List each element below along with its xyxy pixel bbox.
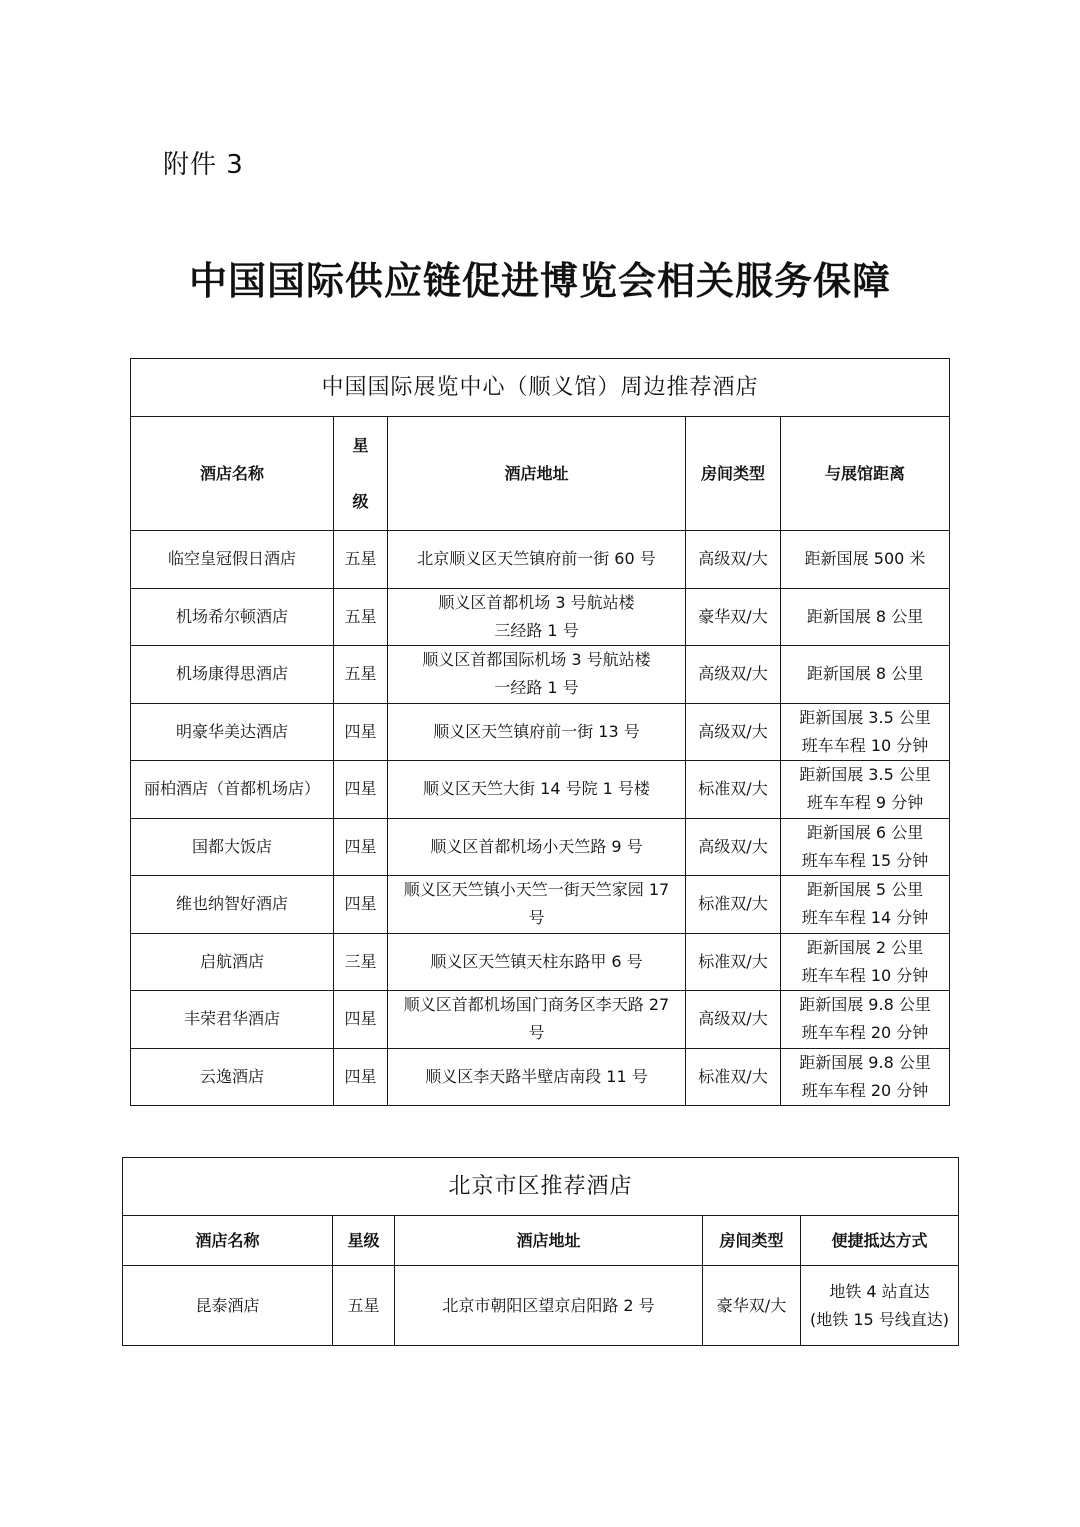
hotel-name-cell: 云逸酒店 — [131, 1048, 334, 1106]
hotel-name-cell: 机场康得思酒店 — [131, 646, 334, 704]
distance-cell — [781, 646, 950, 704]
star-level-cell: 四星 — [334, 991, 388, 1049]
address-cell-line: 顺义区首都国际机场 3 号航站楼 — [422, 650, 651, 670]
star-level-cell: 五星 — [334, 588, 388, 646]
table-row — [131, 646, 950, 704]
room-type-cell: 高级双/大 — [686, 646, 781, 704]
hotel-name-cell: 国都大饭店 — [131, 818, 334, 876]
distance-cell — [781, 588, 950, 646]
address-cell — [388, 588, 686, 646]
room-type-cell: 标准双/大 — [686, 933, 781, 991]
table-row — [131, 991, 950, 1049]
star-level-cell: 五星 — [333, 1266, 395, 1346]
address-cell — [388, 818, 686, 876]
table-row — [131, 588, 950, 646]
room-type-cell: 标准双/大 — [686, 876, 781, 934]
hotel-name-cell: 临空皇冠假日酒店 — [131, 531, 334, 589]
attachment-label: 附件 3 — [163, 150, 244, 180]
header-address: 酒店地址 — [388, 417, 686, 531]
address-cell-line: 三经路 1 号 — [494, 620, 579, 640]
room-type-cell: 豪华双/大 — [703, 1266, 801, 1346]
distance-cell — [781, 703, 950, 761]
header-star-bottom: 级 — [352, 491, 369, 511]
address-cell-line: 号 — [528, 908, 545, 928]
address-cell-line: 顺义区首都机场小天竺路 9 号 — [430, 836, 643, 856]
room-type-cell: 标准双/大 — [686, 1048, 781, 1106]
header-address: 酒店地址 — [395, 1216, 703, 1266]
distance-cell-line: 距新国展 3.5 公里 — [799, 707, 931, 727]
distance-cell — [781, 761, 950, 819]
distance-cell — [781, 876, 950, 934]
address-cell — [388, 991, 686, 1049]
table-row — [131, 876, 950, 934]
address-cell — [395, 1266, 703, 1346]
hotel-name-cell: 昆泰酒店 — [123, 1266, 333, 1346]
header-distance: 与展馆距离 — [781, 417, 950, 531]
access-cell-line: (地铁 15 号线直达) — [810, 1309, 950, 1329]
address-cell — [388, 531, 686, 589]
star-level-cell: 三星 — [334, 933, 388, 991]
header-hotel-name: 酒店名称 — [123, 1216, 333, 1266]
address-cell — [388, 933, 686, 991]
hotel-name-cell: 机场希尔顿酒店 — [131, 588, 334, 646]
address-cell-line: 一经路 1 号 — [494, 678, 579, 698]
address-cell-line: 号 — [528, 1023, 545, 1043]
header-room-type: 房间类型 — [703, 1216, 801, 1266]
distance-cell-line: 距新国展 8 公里 — [806, 664, 924, 684]
hotel-name-cell: 丰荣君华酒店 — [131, 991, 334, 1049]
distance-cell-line: 班车车程 9 分钟 — [806, 793, 924, 813]
star-level-cell: 五星 — [334, 646, 388, 704]
access-cell-line: 地铁 4 站直达 — [829, 1281, 930, 1301]
hotel-name-cell: 明豪华美达酒店 — [131, 703, 334, 761]
table-row — [123, 1266, 959, 1346]
address-cell — [388, 703, 686, 761]
address-cell — [388, 1048, 686, 1106]
star-level-cell: 五星 — [334, 531, 388, 589]
distance-cell — [781, 933, 950, 991]
star-level-cell: 四星 — [334, 818, 388, 876]
distance-cell — [781, 818, 950, 876]
hotel-name-cell: 启航酒店 — [131, 933, 334, 991]
distance-cell-line: 班车车程 20 分钟 — [801, 1023, 929, 1043]
star-level-cell: 四星 — [334, 703, 388, 761]
address-cell-line: 顺义区天竺镇府前一街 13 号 — [433, 721, 640, 741]
address-cell-line: 顺义区天竺镇天柱东路甲 6 号 — [430, 951, 643, 971]
distance-cell — [781, 1048, 950, 1106]
address-cell — [388, 646, 686, 704]
address-cell-line: 北京顺义区天竺镇府前一街 60 号 — [417, 549, 656, 569]
distance-cell-line: 距新国展 8 公里 — [806, 606, 924, 626]
table-row — [131, 818, 950, 876]
table-row — [131, 1048, 950, 1106]
address-cell-line: 顺义区李天路半壁店南段 11 号 — [425, 1066, 648, 1086]
nearby-hotels-table — [130, 358, 950, 1106]
table-row — [131, 761, 950, 819]
hotel-name-cell: 维也纳智好酒店 — [131, 876, 334, 934]
room-type-cell: 高级双/大 — [686, 531, 781, 589]
header-room-type: 房间类型 — [686, 417, 781, 531]
star-level-cell: 四星 — [334, 1048, 388, 1106]
hotel-name-cell: 丽柏酒店（首都机场店） — [131, 761, 334, 819]
room-type-cell: 豪华双/大 — [686, 588, 781, 646]
address-cell-line: 北京市朝阳区望京启阳路 2 号 — [442, 1295, 655, 1315]
table-row — [131, 531, 950, 589]
distance-cell — [781, 531, 950, 589]
star-level-cell: 四星 — [334, 876, 388, 934]
address-cell — [388, 761, 686, 819]
header-star-level — [334, 417, 388, 531]
distance-cell-line: 距新国展 3.5 公里 — [799, 765, 931, 785]
document-title: 中国国际供应链促进博览会相关服务保障 — [188, 258, 891, 303]
table-caption: 北京市区推荐酒店 — [123, 1158, 959, 1216]
table-row — [131, 933, 950, 991]
room-type-cell: 高级双/大 — [686, 991, 781, 1049]
room-type-cell: 标准双/大 — [686, 761, 781, 819]
distance-cell — [781, 991, 950, 1049]
table-caption: 中国国际展览中心（顺义馆）周边推荐酒店 — [131, 359, 950, 417]
header-access: 便捷抵达方式 — [801, 1216, 959, 1266]
address-cell — [388, 876, 686, 934]
header-star-level: 星级 — [333, 1216, 395, 1266]
header-hotel-name: 酒店名称 — [131, 417, 334, 531]
address-cell-line: 顺义区首都机场国门商务区李天路 27 — [403, 995, 670, 1015]
header-star-top: 星 — [352, 435, 369, 455]
distance-cell-line: 距新国展 6 公里 — [806, 822, 924, 842]
distance-cell-line: 班车车程 15 分钟 — [801, 850, 929, 870]
distance-cell-line: 班车车程 14 分钟 — [801, 908, 929, 928]
room-type-cell: 高级双/大 — [686, 818, 781, 876]
access-cell — [801, 1266, 959, 1346]
distance-cell-line: 距新国展 5 公里 — [806, 880, 924, 900]
distance-cell-line: 班车车程 10 分钟 — [801, 735, 929, 755]
room-type-cell: 高级双/大 — [686, 703, 781, 761]
address-cell-line: 顺义区首都机场 3 号航站楼 — [438, 592, 635, 612]
distance-cell-line: 距新国展 9.8 公里 — [799, 1052, 931, 1072]
distance-cell-line: 距新国展 2 公里 — [806, 937, 924, 957]
distance-cell-line: 班车车程 20 分钟 — [801, 1080, 929, 1100]
distance-cell-line: 距新国展 9.8 公里 — [799, 995, 931, 1015]
address-cell-line: 顺义区天竺大街 14 号院 1 号楼 — [423, 779, 650, 799]
distance-cell-line: 距新国展 500 米 — [804, 549, 926, 569]
distance-cell-line: 班车车程 10 分钟 — [801, 965, 929, 985]
star-level-cell: 四星 — [334, 761, 388, 819]
address-cell-line: 顺义区天竺镇小天竺一街天竺家园 17 — [403, 880, 670, 900]
city-hotels-table — [122, 1157, 959, 1346]
table-row — [131, 703, 950, 761]
